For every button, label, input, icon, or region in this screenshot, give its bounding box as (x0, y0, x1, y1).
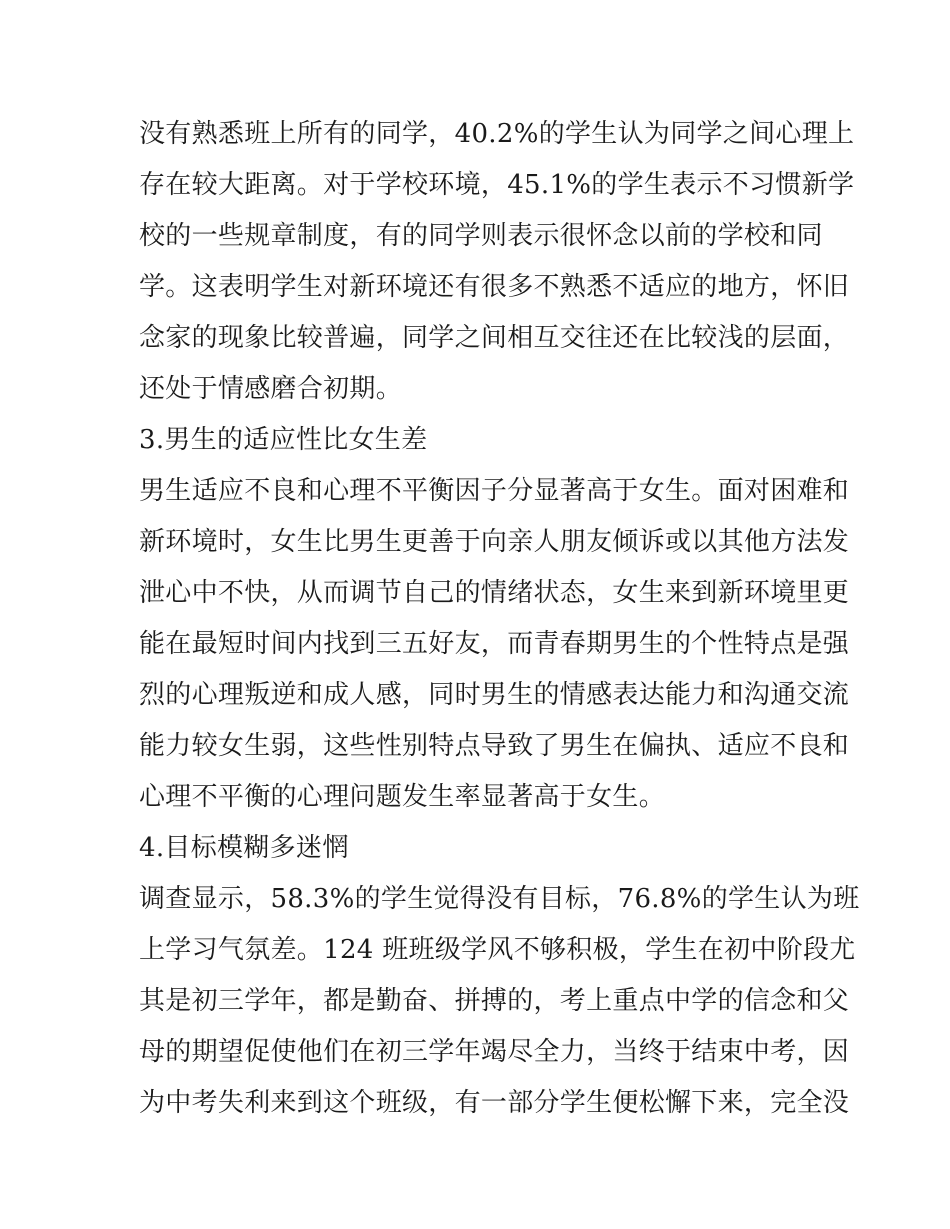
text-line: 其是初三学年，都是勤奋、拼搏的，考上重点中学的信念和父 (139, 986, 850, 1016)
text-line: 存在较大距离。对于学校环境，45.1%的学生表示不习惯新学 (139, 170, 855, 200)
text-line: 为中考失利来到这个班级，有一部分学生便松懈下来，完全没 (139, 1088, 850, 1118)
text-line: 泄心中不快，从而调节自己的情绪状态，女生来到新环境里更 (139, 578, 850, 608)
text-line: 男生适应不良和心理不平衡因子分显著高于女生。面对困难和 (139, 476, 850, 506)
text-line: 烈的心理叛逆和成人感，同时男生的情感表达能力和沟通交流 (139, 680, 850, 710)
document-body (139, 109, 860, 1129)
section-heading: 4.目标模糊多迷惘 (139, 833, 349, 863)
text-line: 念家的现象比较普遍，同学之间相互交往还在比较浅的层面， (139, 323, 850, 353)
text-line: 没有熟悉班上所有的同学，40.2%的学生认为同学之间心理上 (139, 119, 855, 149)
text-line: 校的一些规章制度，有的同学则表示很怀念以前的学校和同 (139, 221, 823, 251)
text-line: 母的期望促使他们在初三学年竭尽全力，当终于结束中考，因 (139, 1037, 850, 1067)
text-line: 能力较女生弱，这些性别特点导致了男生在偏执、适应不良和 (139, 731, 850, 761)
text-line: 上学习气氛差。124 班班级学风不够积极，学生在初中阶段尤 (139, 935, 856, 965)
text-line: 学。这表明学生对新环境还有很多不熟悉不适应的地方，怀旧 (139, 272, 850, 302)
text-line: 调查显示，58.3%的学生觉得没有目标，76.8%的学生认为班 (139, 884, 860, 914)
text-line: 心理不平衡的心理问题发生率显著高于女生。 (139, 782, 666, 812)
text-line: 还处于情感磨合初期。 (139, 374, 403, 404)
text-line: 能在最短时间内找到三五好友，而青春期男生的个性特点是强 (139, 629, 850, 659)
section-heading: 3.男生的适应性比女生差 (139, 425, 428, 455)
text-line: 新环境时，女生比男生更善于向亲人朋友倾诉或以其他方法发 (139, 527, 850, 557)
